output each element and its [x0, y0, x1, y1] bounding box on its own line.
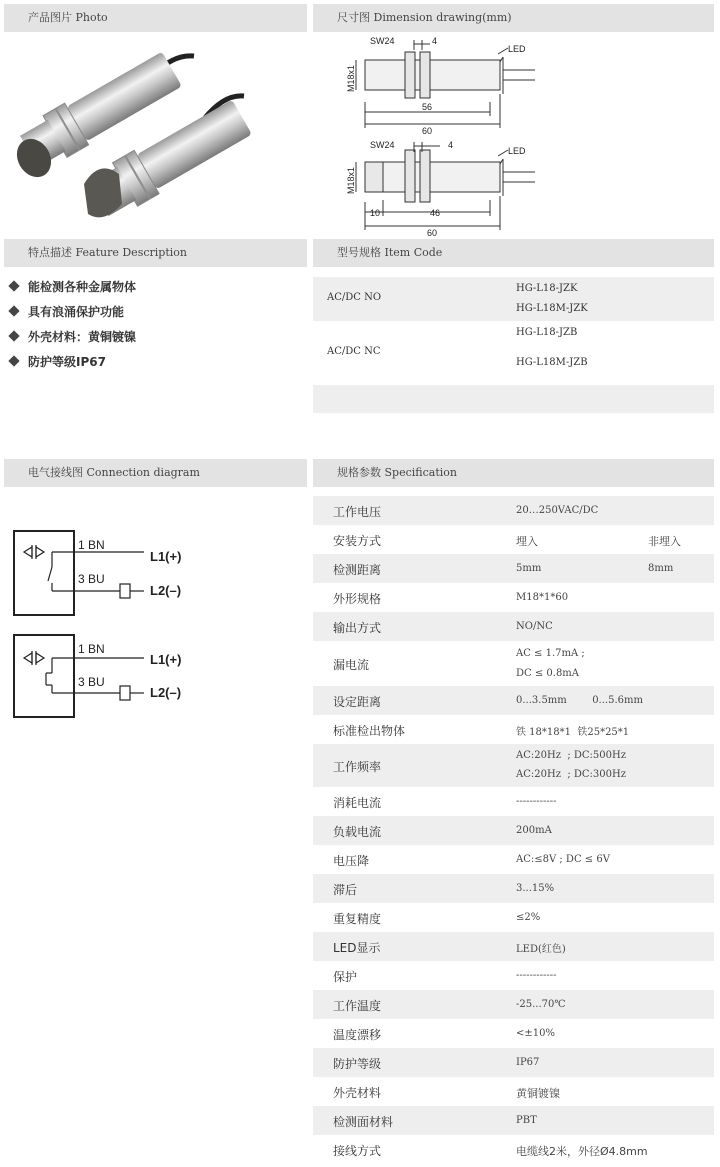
- spec-row: [313, 961, 714, 990]
- spec-value-2: DC ≤ 0.8mA: [516, 668, 580, 679]
- dim-bottom-thread: M18x1: [346, 166, 356, 194]
- spec-row: [313, 1135, 714, 1164]
- spec-label: 检测面材料: [333, 1115, 394, 1129]
- terminal-label: L2(–): [150, 685, 182, 700]
- spec-row: [313, 932, 714, 961]
- spec-row: [313, 787, 714, 816]
- connection-diagram: [10, 525, 210, 725]
- feature-text: 防护等级IP67: [28, 355, 106, 369]
- spec-value: 埋入: [516, 535, 538, 548]
- spec-value: IP67: [516, 1057, 540, 1068]
- spec-row: [313, 554, 714, 583]
- spec-label: 工作频率: [333, 760, 382, 774]
- terminal-label: L2(–): [150, 583, 182, 598]
- spec-value: -25...70℃: [516, 999, 566, 1010]
- spec-header: 规格参数 Specification: [313, 459, 714, 487]
- item-code-value: HG-L18M-JZB: [516, 357, 588, 368]
- dim-bottom-nut: 4: [448, 140, 454, 150]
- spec-row: [313, 1077, 714, 1106]
- spec-row: [313, 583, 714, 612]
- item-code-value: HG-L18-JZB: [516, 327, 578, 338]
- diamond-bullet-icon: [8, 355, 19, 366]
- feature-item: [8, 353, 106, 370]
- spec-label: 设定距离: [333, 695, 382, 709]
- spec-label: 漏电流: [333, 658, 370, 672]
- connection-header: 电气接线图 Connection diagram: [4, 459, 307, 487]
- spec-row: [313, 845, 714, 874]
- diamond-bullet-icon: [8, 330, 19, 341]
- dimension-header: 尺寸图 Dimension drawing(mm): [313, 4, 714, 32]
- dim-bottom-head: 10: [370, 208, 381, 218]
- spec-value: 铁 18*18*1 铁25*25*1: [516, 727, 630, 738]
- spec-label: 安装方式: [333, 534, 382, 548]
- dim-top-total: 60: [422, 126, 433, 136]
- spec-label: 消耗电流: [333, 796, 382, 810]
- product-photo: [4, 34, 307, 234]
- wire-label: 3 BU: [78, 572, 105, 586]
- photo-header: 产品图片 Photo: [4, 4, 307, 32]
- spec-row: [313, 641, 714, 686]
- spec-label: 电压降: [333, 854, 370, 868]
- spec-value: NO/NC: [516, 621, 553, 632]
- item-code-value: HG-L18M-JZK: [516, 303, 588, 314]
- spec-label: 外壳材料: [333, 1086, 382, 1100]
- dim-bottom-total: 60: [427, 228, 438, 237]
- feature-text: 能检测各种金属物体: [28, 280, 137, 294]
- spec-value: AC:20Hz ; DC:500Hz: [516, 750, 626, 761]
- spec-label: 防护等级: [333, 1057, 382, 1071]
- spec-value: PBT: [516, 1115, 537, 1126]
- item-code-type: AC/DC NC: [327, 346, 381, 357]
- wire-label: 1 BN: [78, 642, 105, 656]
- dim-bottom-inner: 46: [430, 208, 441, 218]
- spec-value: AC:≤8V ; DC ≤ 6V: [516, 854, 610, 865]
- spec-row: [313, 816, 714, 845]
- spec-label: 重复精度: [333, 912, 382, 926]
- diamond-bullet-icon: [8, 280, 19, 291]
- feature-item: [8, 278, 136, 295]
- spec-row: [313, 990, 714, 1019]
- spec-value: 0...3.5mm 0...5.6mm: [516, 695, 643, 706]
- spec-value: M18*1*60: [516, 592, 569, 603]
- spec-row: [313, 903, 714, 932]
- spec-label: 检测距离: [333, 563, 382, 577]
- spec-label: 滞后: [333, 883, 358, 897]
- spec-value: ------------: [516, 796, 557, 807]
- feature-header: 特点描述 Feature Description: [4, 239, 307, 267]
- spec-value: 200mA: [516, 825, 552, 836]
- spec-row: [313, 715, 714, 744]
- spec-value: 5mm: [516, 563, 542, 574]
- spec-value: 电缆线2米，外径Ø4.8mm: [516, 1145, 648, 1158]
- dim-top-led: LED: [508, 44, 526, 54]
- spec-row: [313, 874, 714, 903]
- item-code-row-no: [313, 277, 714, 321]
- spec-row: [313, 1106, 714, 1135]
- feature-text: 具有浪涌保护功能: [28, 305, 125, 319]
- spec-value: 3...15%: [516, 883, 555, 894]
- spec-value: 黄铜镀镍: [516, 1087, 560, 1100]
- spec-label: LED显示: [333, 941, 381, 955]
- dimension-drawing: [330, 32, 560, 237]
- spec-row: [313, 744, 714, 787]
- feature-item: [8, 303, 124, 320]
- spec-value: <±10%: [516, 1028, 555, 1039]
- item-code-value: HG-L18-JZK: [516, 283, 578, 294]
- spec-label: 工作温度: [333, 999, 382, 1013]
- feature-text: 外壳材料：黄铜镀镍: [28, 330, 137, 344]
- item-code-type: AC/DC NO: [327, 292, 382, 303]
- wire-label: 1 BN: [78, 538, 105, 552]
- spec-row: [313, 496, 714, 525]
- spec-label: 输出方式: [333, 621, 382, 635]
- spec-row: [313, 686, 714, 715]
- item-code-row-nc: [313, 321, 714, 385]
- spec-label: 外形规格: [333, 592, 382, 606]
- spec-row: [313, 1048, 714, 1077]
- spec-value: AC ≤ 1.7mA ;: [516, 648, 585, 659]
- spec-row: [313, 525, 714, 554]
- wire-label: 3 BU: [78, 675, 105, 689]
- dim-bottom-sw: SW24: [370, 140, 395, 150]
- item-code-header: 型号规格 Item Code: [313, 239, 714, 267]
- feature-item: [8, 328, 136, 345]
- spec-label: 工作电压: [333, 505, 382, 519]
- spec-label: 负载电流: [333, 825, 382, 839]
- spec-value: LED(红色): [516, 944, 566, 955]
- spec-row: [313, 1019, 714, 1048]
- dim-top-nut: 4: [432, 36, 438, 46]
- spec-label: 接线方式: [333, 1144, 382, 1158]
- terminal-label: L1(+): [150, 652, 182, 667]
- spec-label: 标准检出物体: [333, 724, 406, 738]
- spec-value-2: AC:20Hz ; DC:300Hz: [516, 769, 626, 780]
- terminal-label: L1(+): [150, 549, 182, 564]
- item-code-row-empty: [313, 385, 714, 413]
- dim-bottom-led: LED: [508, 146, 526, 156]
- spec-value: ------------: [516, 970, 557, 981]
- dim-top-sw: SW24: [370, 36, 395, 46]
- spec-value-2: 非埋入: [648, 535, 681, 548]
- dim-top-thread: M18x1: [346, 64, 356, 92]
- spec-value-2: 8mm: [648, 563, 674, 574]
- spec-row: [313, 612, 714, 641]
- spec-value: 20…250VAC/DC: [516, 505, 599, 516]
- spec-label: 温度漂移: [333, 1028, 382, 1042]
- spec-label: 保护: [333, 970, 358, 984]
- diamond-bullet-icon: [8, 305, 19, 316]
- spec-value: ≤2%: [516, 912, 541, 923]
- dim-top-inner: 56: [422, 102, 433, 112]
